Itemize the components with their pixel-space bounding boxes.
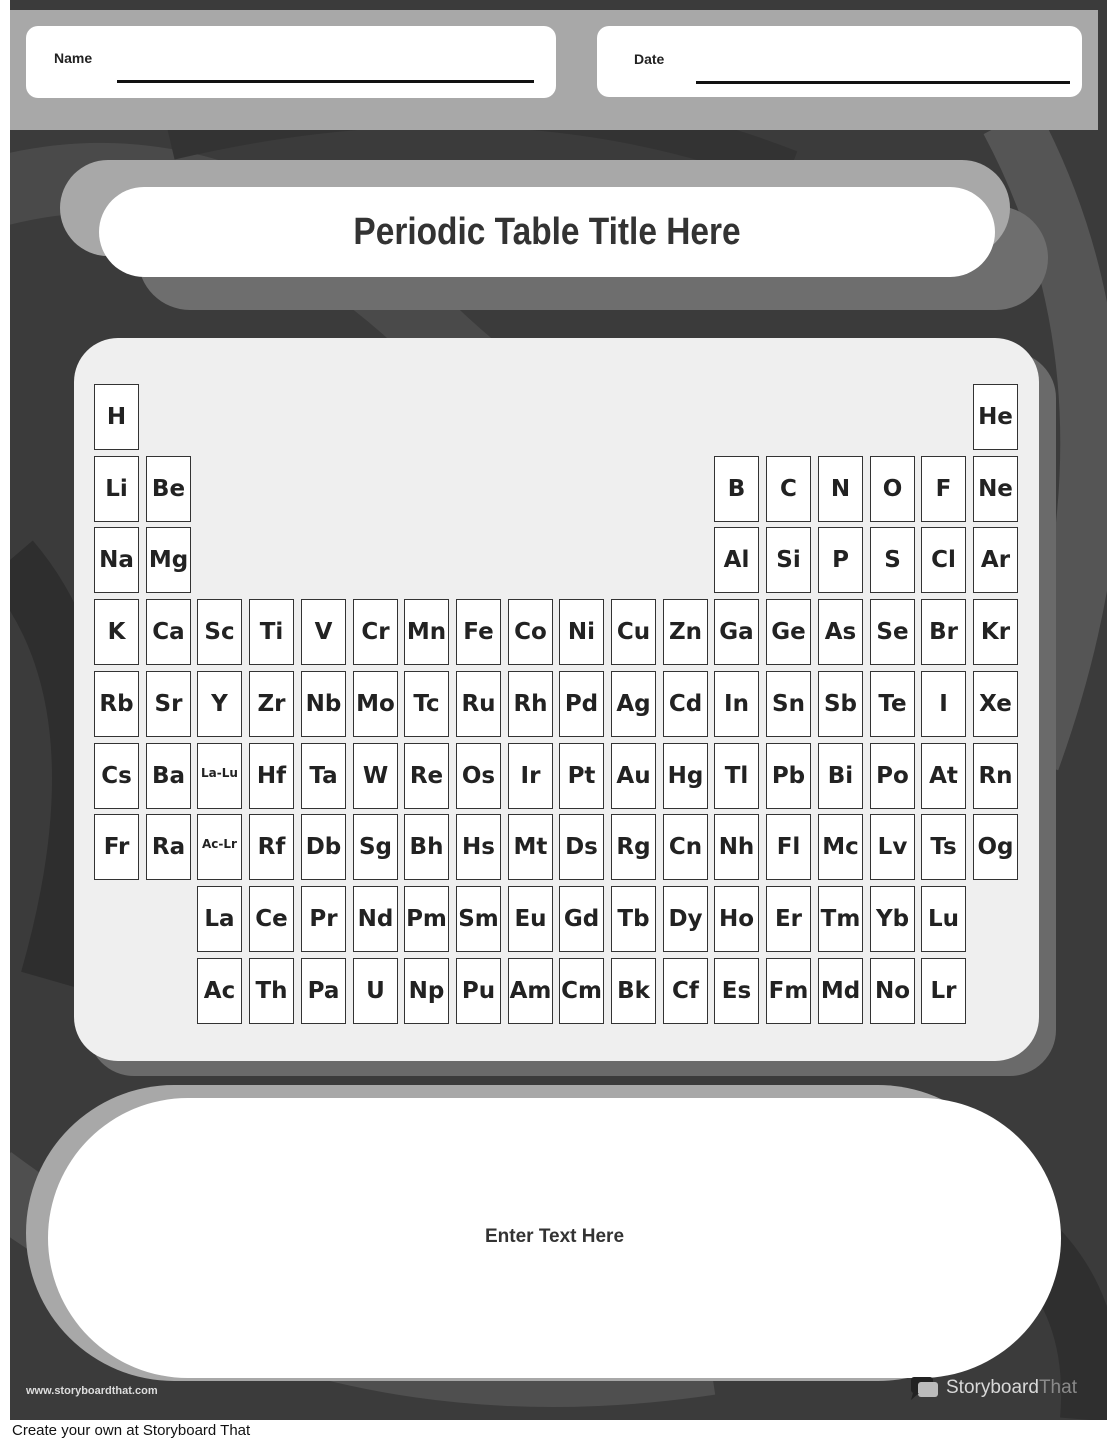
element-cell-ag: Ag [611, 671, 656, 737]
element-cell-pa: Pa [301, 958, 346, 1024]
element-cell-zn: Zn [663, 599, 708, 665]
speech-bubble-icon [910, 1375, 940, 1401]
brand-name [946, 1377, 1077, 1399]
element-cell-y: Y [197, 671, 242, 737]
date-line [696, 81, 1070, 84]
element-cell-s: S [870, 527, 915, 593]
element-cell-ta: Ta [301, 743, 346, 809]
element-cell-la-lu: La-Lu [197, 743, 242, 809]
element-cell-u: U [353, 958, 398, 1024]
element-cell-fm: Fm [766, 958, 811, 1024]
element-cell-sm: Sm [456, 886, 501, 952]
element-cell-al: Al [714, 527, 759, 593]
element-cell-ru: Ru [456, 671, 501, 737]
element-cell-la: La [197, 886, 242, 952]
name-field[interactable] [26, 26, 556, 98]
element-cell-cn: Cn [663, 814, 708, 880]
element-cell-sg: Sg [353, 814, 398, 880]
element-cell-np: Np [404, 958, 449, 1024]
element-cell-rg: Rg [611, 814, 656, 880]
element-cell-h: H [94, 384, 139, 450]
element-cell-ra: Ra [146, 814, 191, 880]
element-cell-c: C [766, 456, 811, 522]
element-cell-in: In [714, 671, 759, 737]
element-cell-no: No [870, 958, 915, 1024]
text-box-prompt: Enter Text Here [484, 1226, 625, 1247]
element-cell-gd: Gd [559, 886, 604, 952]
element-cell-hf: Hf [249, 743, 294, 809]
element-cell-o: O [870, 456, 915, 522]
element-cell-po: Po [870, 743, 915, 809]
element-cell-os: Os [456, 743, 501, 809]
element-cell-ac: Ac [197, 958, 242, 1024]
element-cell-cs: Cs [94, 743, 139, 809]
element-cell-v: V [301, 599, 346, 665]
element-cell-tc: Tc [404, 671, 449, 737]
element-cell-tb: Tb [611, 886, 656, 952]
element-cell-ni: Ni [559, 599, 604, 665]
element-cell-te: Te [870, 671, 915, 737]
element-cell-tm: Tm [818, 886, 863, 952]
element-cell-rh: Rh [508, 671, 553, 737]
element-cell-p: P [818, 527, 863, 593]
element-cell-nd: Nd [353, 886, 398, 952]
element-cell-ac-lr: Ac-Lr [197, 814, 242, 880]
element-cell-rf: Rf [249, 814, 294, 880]
element-cell-nb: Nb [301, 671, 346, 737]
element-cell-ar: Ar [973, 527, 1018, 593]
element-cell-au: Au [611, 743, 656, 809]
element-cell-cu: Cu [611, 599, 656, 665]
element-cell-ti: Ti [249, 599, 294, 665]
element-cell-ho: Ho [714, 886, 759, 952]
page-title: Periodic Table Title Here [353, 211, 741, 253]
element-cell-er: Er [766, 886, 811, 952]
element-cell-nh: Nh [714, 814, 759, 880]
element-cell-ge: Ge [766, 599, 811, 665]
date-label: Date [634, 51, 665, 67]
element-cell-xe: Xe [973, 671, 1018, 737]
element-cell-cd: Cd [663, 671, 708, 737]
element-cell-bk: Bk [611, 958, 656, 1024]
element-cell-w: W [353, 743, 398, 809]
element-cell-n: N [818, 456, 863, 522]
element-cell-lr: Lr [921, 958, 966, 1024]
element-cell-dy: Dy [663, 886, 708, 952]
element-cell-be: Be [146, 456, 191, 522]
element-cell-sc: Sc [197, 599, 242, 665]
element-cell-ca: Ca [146, 599, 191, 665]
element-cell-mc: Mc [818, 814, 863, 880]
brand-name-part2: That [1038, 1377, 1077, 1398]
footer-credit: Create your own at Storyboard That [12, 1422, 251, 1439]
element-cell-se: Se [870, 599, 915, 665]
element-cell-rn: Rn [973, 743, 1018, 809]
element-cell-ir: Ir [508, 743, 553, 809]
element-cell-sr: Sr [146, 671, 191, 737]
watermark-url: www.storyboardthat.com [26, 1385, 158, 1397]
element-cell-pu: Pu [456, 958, 501, 1024]
element-cell-li: Li [94, 456, 139, 522]
element-cell-am: Am [508, 958, 553, 1024]
element-cell-mn: Mn [404, 599, 449, 665]
element-cell-fe: Fe [456, 599, 501, 665]
element-cell-fl: Fl [766, 814, 811, 880]
element-cell-pm: Pm [404, 886, 449, 952]
element-cell-og: Og [973, 814, 1018, 880]
element-cell-mo: Mo [353, 671, 398, 737]
name-line [117, 80, 534, 83]
element-cell-fr: Fr [94, 814, 139, 880]
element-cell-ts: Ts [921, 814, 966, 880]
element-cell-zr: Zr [249, 671, 294, 737]
element-cell-at: At [921, 743, 966, 809]
element-cell-cl: Cl [921, 527, 966, 593]
element-cell-ce: Ce [249, 886, 294, 952]
element-cell-es: Es [714, 958, 759, 1024]
element-cell-he: He [973, 384, 1018, 450]
storyboardthat-logo [910, 1374, 1077, 1402]
element-cell-eu: Eu [508, 886, 553, 952]
element-cell-co: Co [508, 599, 553, 665]
element-cell-db: Db [301, 814, 346, 880]
element-cell-f: F [921, 456, 966, 522]
element-cell-as: As [818, 599, 863, 665]
text-box[interactable] [48, 1098, 1061, 1378]
element-cell-ga: Ga [714, 599, 759, 665]
element-cell-br: Br [921, 599, 966, 665]
element-cell-cm: Cm [559, 958, 604, 1024]
element-cell-ds: Ds [559, 814, 604, 880]
element-cell-cr: Cr [353, 599, 398, 665]
element-cell-mg: Mg [146, 527, 191, 593]
element-cell-pb: Pb [766, 743, 811, 809]
element-cell-hs: Hs [456, 814, 501, 880]
element-cell-tl: Tl [714, 743, 759, 809]
element-cell-lu: Lu [921, 886, 966, 952]
title-box[interactable] [99, 187, 995, 277]
element-cell-na: Na [94, 527, 139, 593]
element-cell-kr: Kr [973, 599, 1018, 665]
element-cell-sn: Sn [766, 671, 811, 737]
element-cell-k: K [94, 599, 139, 665]
element-cell-yb: Yb [870, 886, 915, 952]
element-cell-bh: Bh [404, 814, 449, 880]
date-field[interactable] [597, 26, 1082, 97]
element-cell-cf: Cf [663, 958, 708, 1024]
element-cell-pr: Pr [301, 886, 346, 952]
brand-name-part1: Storyboard [946, 1377, 1039, 1398]
element-cell-ba: Ba [146, 743, 191, 809]
element-cell-md: Md [818, 958, 863, 1024]
element-cell-bi: Bi [818, 743, 863, 809]
element-cell-mt: Mt [508, 814, 553, 880]
element-cell-b: B [714, 456, 759, 522]
element-cell-th: Th [249, 958, 294, 1024]
name-label: Name [54, 50, 93, 66]
element-cell-pd: Pd [559, 671, 604, 737]
element-cell-rb: Rb [94, 671, 139, 737]
element-cell-ne: Ne [973, 456, 1018, 522]
element-cell-hg: Hg [663, 743, 708, 809]
element-cell-sb: Sb [818, 671, 863, 737]
element-cell-pt: Pt [559, 743, 604, 809]
element-cell-i: I [921, 671, 966, 737]
element-cell-lv: Lv [870, 814, 915, 880]
element-cell-re: Re [404, 743, 449, 809]
element-cell-si: Si [766, 527, 811, 593]
